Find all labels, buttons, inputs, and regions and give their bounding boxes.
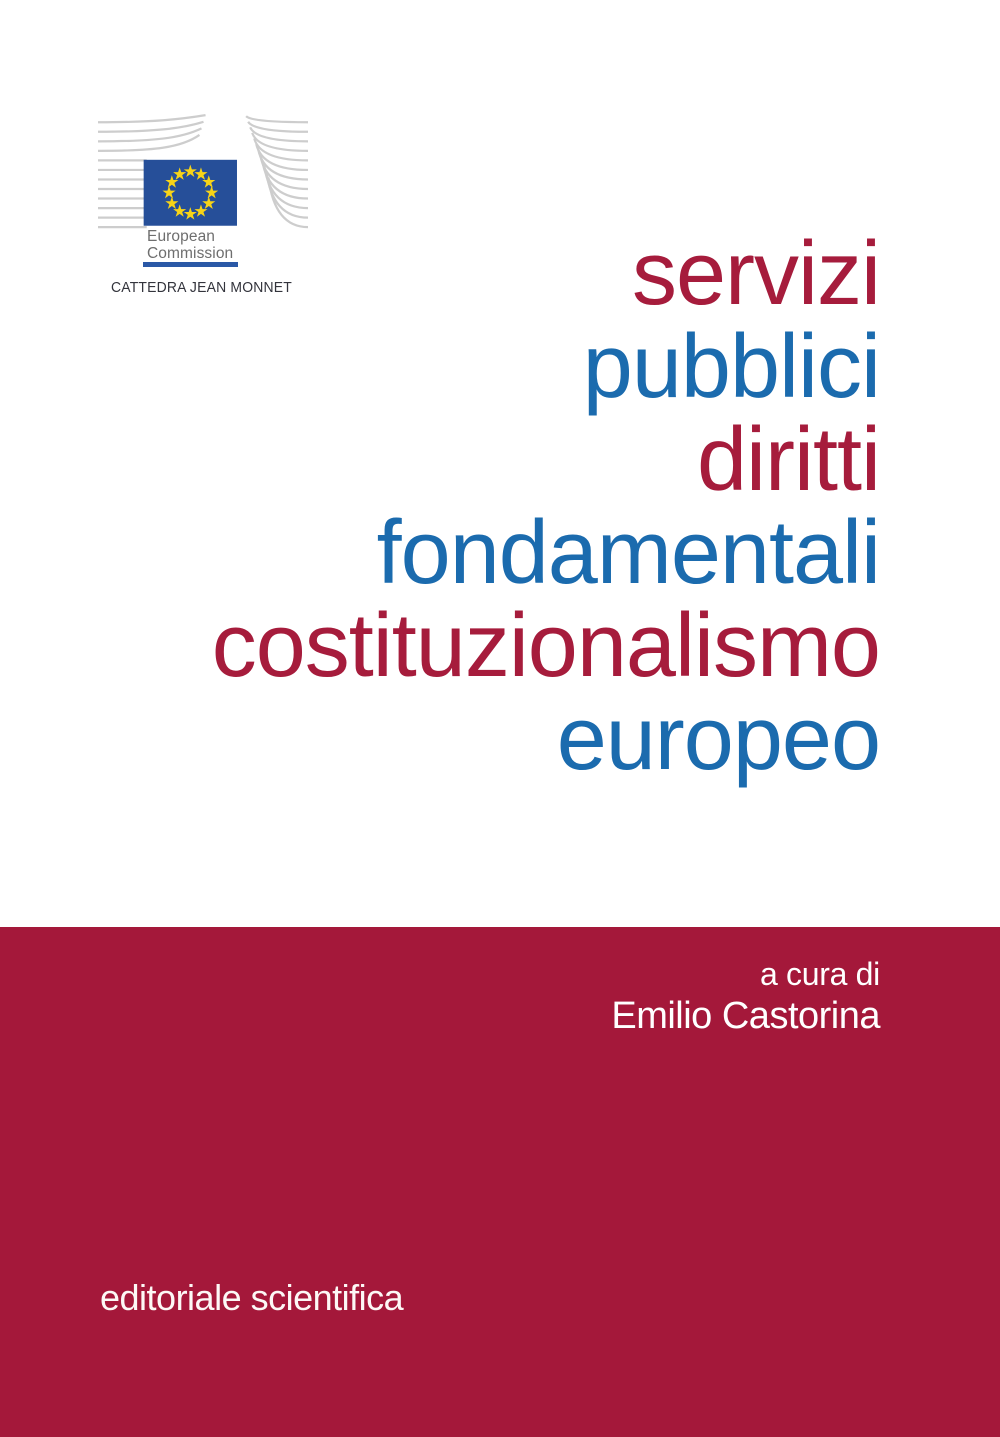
book-title — [211, 224, 880, 789]
curator-prefix: a cura di — [759, 956, 880, 992]
title-line-servizi: servizi — [631, 224, 880, 324]
chair-label: CATTEDRA JEAN MONNET — [111, 279, 292, 296]
footer-band — [0, 927, 1000, 1437]
title-line-diritti: diritti — [696, 410, 880, 510]
curator-name: Emilio Castorina — [611, 995, 880, 1037]
ec-name-line1: European — [147, 228, 216, 245]
ec-name-line2: Commission — [147, 245, 234, 262]
title-line-costituzionalismo: costituzionalismo — [211, 596, 880, 696]
european-commission-flag-icon — [98, 112, 308, 236]
curator-block — [611, 956, 880, 1039]
title-line-europeo: europeo — [556, 689, 880, 789]
title-line-pubblici: pubblici — [582, 317, 880, 417]
publisher-name: editoriale scientifica — [100, 1277, 404, 1318]
title-line-fondamentali: fondamentali — [376, 503, 880, 603]
